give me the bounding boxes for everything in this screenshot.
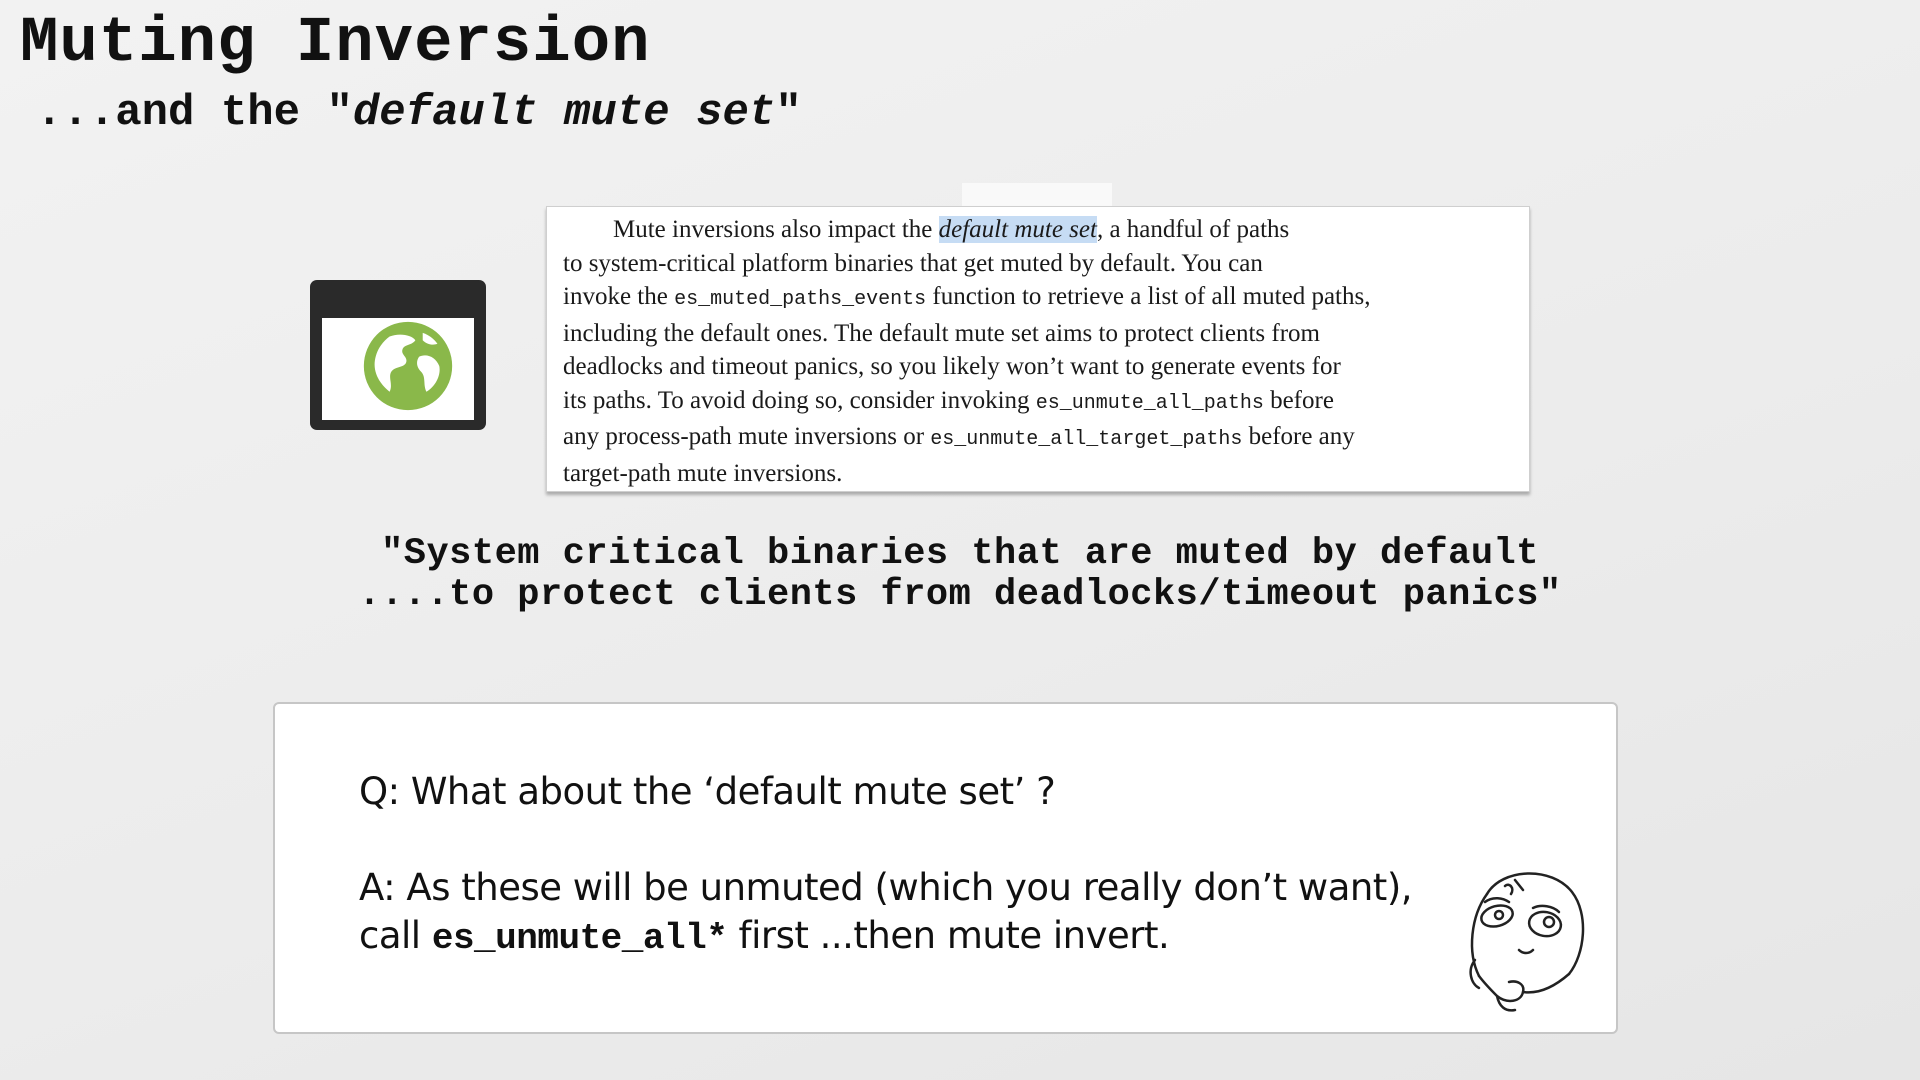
answer-line-1: A: As these will be unmuted (which you really don’t want), [359, 866, 1413, 909]
quote-line-1: "System critical binaries that are muted by default [381, 533, 1539, 575]
quote-line-2: ....to protect clients from deadlocks/timeout panics" [358, 574, 1562, 616]
excerpt-line: including the default ones. The default mute set aims to protect clients from [563, 319, 1320, 347]
excerpt-line: deadlocks and timeout panics, so you likely won’t want to generate events for [563, 353, 1341, 380]
excerpt-line: target-path mute inversions. [563, 459, 843, 487]
qa-box [273, 702, 1618, 1034]
answer-suffix: first ...then mute invert. [727, 914, 1170, 957]
excerpt-line [563, 384, 1529, 421]
answer-line-2 [359, 914, 1169, 959]
subtitle-suffix: " [775, 88, 802, 138]
browser-globe-icon [310, 280, 486, 430]
excerpt-text: function to retrieve a list of all muted paths, [926, 283, 1371, 310]
code-term: es_muted_paths_events [674, 288, 927, 311]
subtitle-prefix: ...and the " [36, 88, 353, 138]
thinking-face-icon [1457, 864, 1592, 1014]
globe-icon [362, 320, 454, 412]
excerpt-line [563, 280, 1529, 317]
browser-window [322, 318, 474, 420]
code-term: es_unmute_all_target_paths [930, 428, 1243, 451]
excerpt-text: before any [1242, 423, 1355, 450]
book-excerpt [546, 206, 1530, 492]
question-text: Q: What about the ‘default mute set’ ? [359, 770, 1056, 813]
slide-subtitle [36, 88, 802, 138]
answer-code: es_unmute_all* [431, 918, 728, 959]
excerpt-line [563, 213, 1529, 247]
excerpt-text: , a handful of paths [1096, 216, 1290, 243]
answer-prefix: call [359, 914, 432, 957]
excerpt-text: before [1263, 386, 1334, 414]
excerpt-line: to system-critical platform binaries that get muted by default. You can [563, 249, 1263, 277]
subtitle-emphasis: default mute set [352, 88, 776, 138]
excerpt-line [563, 420, 1529, 457]
highlighted-term: default mute set [938, 216, 1097, 243]
excerpt-text: Mute inversions also impact the [613, 216, 939, 243]
code-term: es_unmute_all_paths [1035, 391, 1264, 415]
excerpt-text: its paths. To avoid doing so, consider invoking [563, 386, 1036, 414]
slide-title: Muting Inversion [20, 8, 651, 80]
excerpt-text: any process-path mute inversions or [563, 423, 931, 450]
pull-quote [0, 534, 1920, 616]
excerpt-text: invoke the [563, 283, 675, 310]
